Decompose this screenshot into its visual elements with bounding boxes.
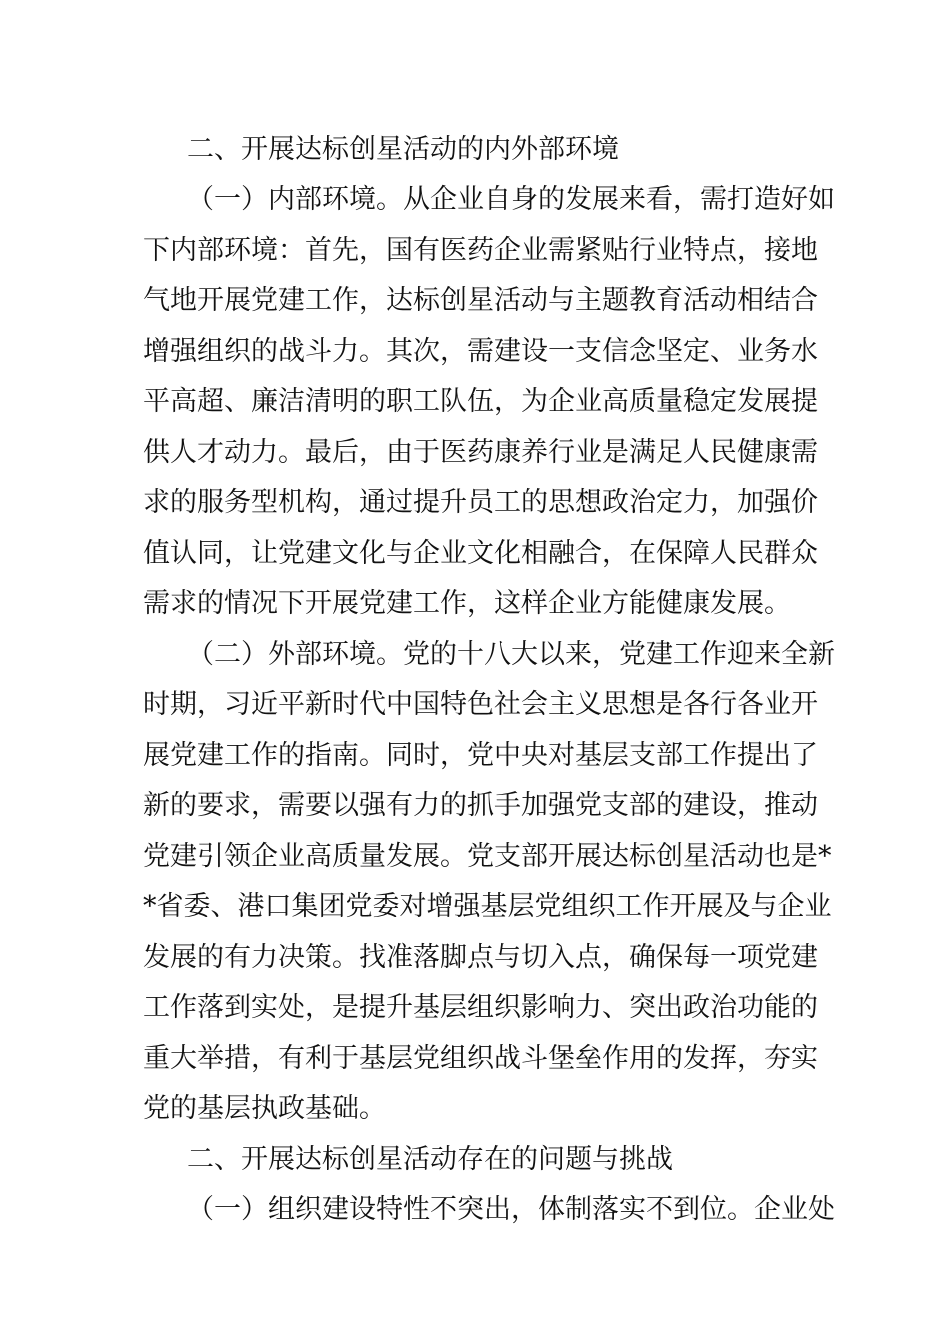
section-heading: 二、开展达标创星活动存在的问题与挑战: [187, 1144, 673, 1175]
paragraph-line: *省委、港口集团党委对增强基层党组织工作开展及与企业: [143, 891, 832, 922]
paragraph-line: 气地开展党建工作，达标创星活动与主题教育活动相结合: [143, 285, 818, 316]
paragraph-line: 值认同，让党建文化与企业文化相融合，在保障人民群众: [143, 538, 818, 569]
paragraph-line: （二）外部环境。党的十八大以来，党建工作迎来全新: [187, 639, 835, 670]
paragraph-line: 下内部环境：首先，国有医药企业需紧贴行业特点，接地: [143, 235, 818, 266]
paragraph-line: 党建引领企业高质量发展。党支部开展达标创星活动也是*: [143, 841, 832, 872]
paragraph-line: 新的要求，需要以强有力的抓手加强党支部的建设，推动: [143, 790, 818, 821]
paragraph-line: （一）组织建设特性不突出，体制落实不到位。企业处: [187, 1194, 835, 1225]
paragraph-line: 需求的情况下开展党建工作，这样企业方能健康发展。: [143, 588, 791, 619]
paragraph-line: 展党建工作的指南。同时，党中央对基层支部工作提出了: [143, 740, 818, 771]
paragraph-line: 求的服务型机构，通过提升员工的思想政治定力，加强价: [143, 487, 818, 518]
paragraph-line: 工作落到实处，是提升基层组织影响力、突出政治功能的: [143, 992, 818, 1023]
paragraph-line: 党的基层执政基础。: [143, 1093, 386, 1124]
paragraph-line: 发展的有力决策。找准落脚点与切入点，确保每一项党建: [143, 942, 818, 973]
paragraph-line: 增强组织的战斗力。其次，需建设一支信念坚定、业务水: [143, 336, 818, 367]
paragraph-line: 供人才动力。最后，由于医药康养行业是满足人民健康需: [143, 437, 818, 468]
section-heading: 二、开展达标创星活动的内外部环境: [187, 134, 619, 165]
paragraph-line: 平高超、廉洁清明的职工队伍，为企业高质量稳定发展提: [143, 386, 818, 417]
paragraph-line: 重大举措，有利于基层党组织战斗堡垒作用的发挥，夯实: [143, 1043, 818, 1074]
paragraph-line: （一）内部环境。从企业自身的发展来看，需打造好如: [187, 184, 835, 215]
paragraph-line: 时期，习近平新时代中国特色社会主义思想是各行各业开: [143, 689, 818, 720]
